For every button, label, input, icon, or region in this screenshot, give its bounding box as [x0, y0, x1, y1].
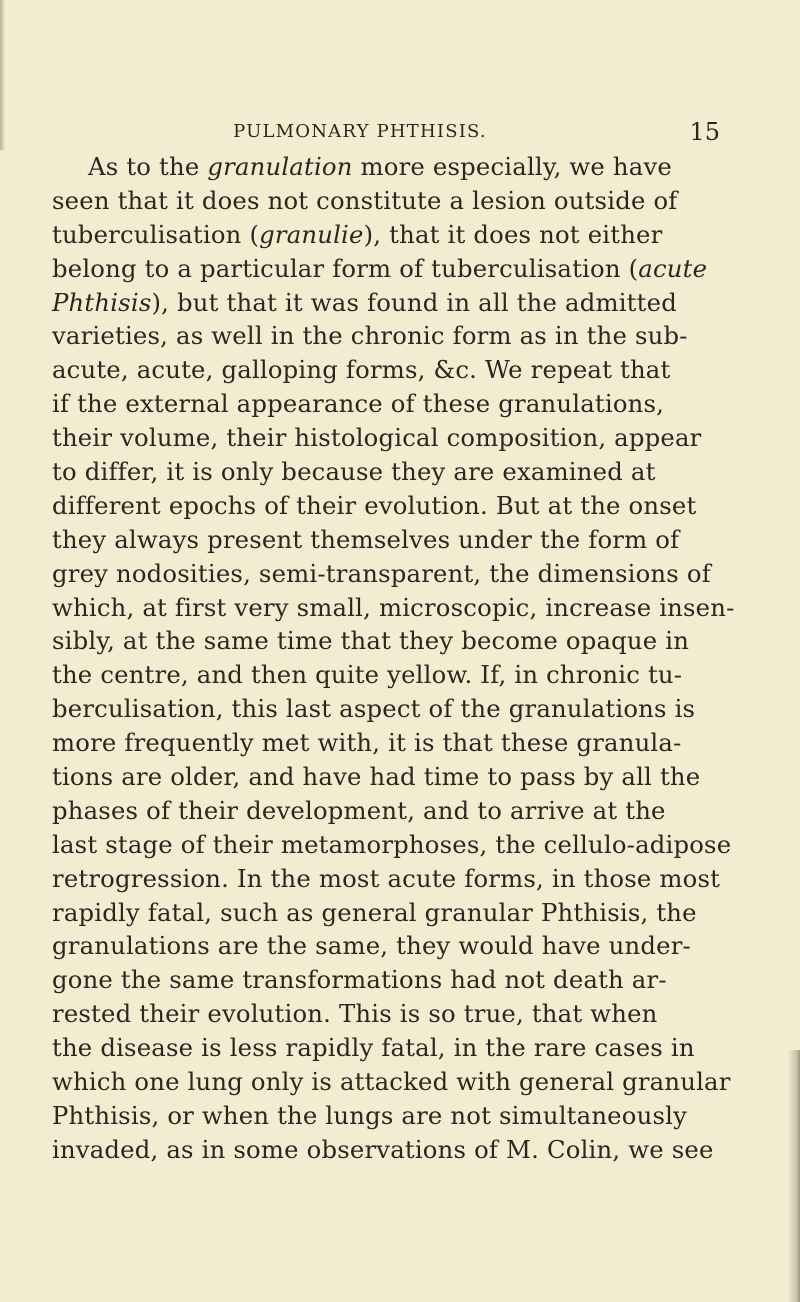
italic-term: granulie: [259, 219, 364, 249]
text-line: [52, 997, 658, 1031]
text-run: to differ, it is only because they are examined at: [52, 457, 656, 487]
text-line: [52, 184, 678, 218]
text-line: [52, 658, 683, 692]
page-number: 15: [689, 118, 720, 146]
page-edge-shadow: [788, 1050, 800, 1302]
text-run: their volume, their histological composition, appear: [52, 423, 702, 453]
text-line: [52, 692, 696, 726]
page-header: [60, 112, 720, 152]
italic-term: Phthisis: [52, 287, 152, 317]
text-line: [52, 557, 711, 591]
text-line: [52, 929, 691, 963]
text-line: [52, 896, 697, 930]
text-line: [52, 1133, 714, 1167]
text-run: last stage of their metamorphoses, the cellulo-adipose: [52, 829, 732, 859]
text-run: gone the same transformations had not death ar-: [52, 965, 667, 995]
text-run: Phthisis, or when the lungs are not simultaneously: [52, 1100, 688, 1130]
body-paragraph: [52, 150, 735, 1167]
text-line: [52, 1099, 688, 1133]
text-run: belong to a particular form of tuberculisation (: [52, 253, 639, 283]
text-line: [52, 760, 701, 794]
text-run: berculisation, this last aspect of the granulations is: [52, 694, 696, 724]
page-edge-shadow: [0, 0, 5, 150]
text-run: sibly, at the same time that they become opaque in: [52, 626, 690, 656]
text-line: [52, 252, 708, 286]
text-line: [52, 286, 677, 320]
text-run: granulations are the same, they would have under-: [52, 931, 691, 961]
text-run: As to the: [88, 152, 208, 181]
text-line: [52, 523, 680, 557]
text-run: more frequently met with, it is that these granula-: [52, 728, 682, 758]
text-run: grey nodosities, semi-transparent, the dimensions of: [52, 558, 711, 588]
text-run: tuberculisation (: [52, 219, 260, 249]
text-run: if the external appearance of these granulations,: [52, 389, 665, 419]
text-line: [52, 828, 732, 862]
text-line: [52, 726, 682, 760]
text-run: tions are older, and have had time to pass by all the: [52, 762, 701, 792]
text-run: acute, acute, galloping forms, &c. We repeat that: [52, 355, 671, 385]
text-run: invaded, as in some observations of M. Colin, we see: [52, 1134, 714, 1164]
text-line: [52, 150, 672, 184]
text-run: which, at first very small, microscopic, increase insen-: [52, 592, 735, 622]
text-line: [52, 218, 663, 252]
text-run: rested their evolution. This is so true, that when: [52, 999, 658, 1029]
text-line: [52, 963, 667, 997]
text-line: [52, 591, 735, 625]
text-run: which one lung only is attacked with general granular: [52, 1067, 731, 1097]
italic-term: acute: [638, 253, 708, 283]
text-line: [52, 319, 688, 353]
text-run: phases of their development, and to arrive at the: [52, 795, 666, 825]
text-line: [52, 353, 671, 387]
text-run: varieties, as well in the chronic form as in the sub-: [52, 321, 688, 351]
text-line: [52, 794, 666, 828]
text-line: [52, 1031, 695, 1065]
text-run: seen that it does not constitute a lesion outside of: [52, 185, 678, 215]
text-run: retrogression. In the most acute forms, in those most: [52, 863, 721, 893]
text-run: ), that it does not either: [363, 219, 663, 249]
text-run: they always present themselves under the form of: [52, 524, 680, 554]
text-line: [52, 862, 721, 896]
text-run: rapidly fatal, such as general granular Phthisis, the: [52, 897, 697, 927]
text-run: more especially, we have: [352, 152, 672, 181]
text-line: [52, 455, 656, 489]
text-run: different epochs of their evolution. But at the onset: [52, 490, 697, 520]
text-line: [52, 624, 690, 658]
running-head: PULMONARY PHTHISIS.: [233, 121, 487, 142]
text-line: [52, 387, 665, 421]
text-run: the disease is less rapidly fatal, in the rare cases in: [52, 1033, 695, 1063]
text-run: the centre, and then quite yellow. If, in chronic tu-: [52, 660, 683, 690]
italic-term: granulation: [207, 152, 353, 181]
text-run: ), but that it was found in all the admitted: [151, 287, 677, 317]
text-line: [52, 421, 702, 455]
text-line: [52, 1065, 731, 1099]
text-line: [52, 489, 697, 523]
